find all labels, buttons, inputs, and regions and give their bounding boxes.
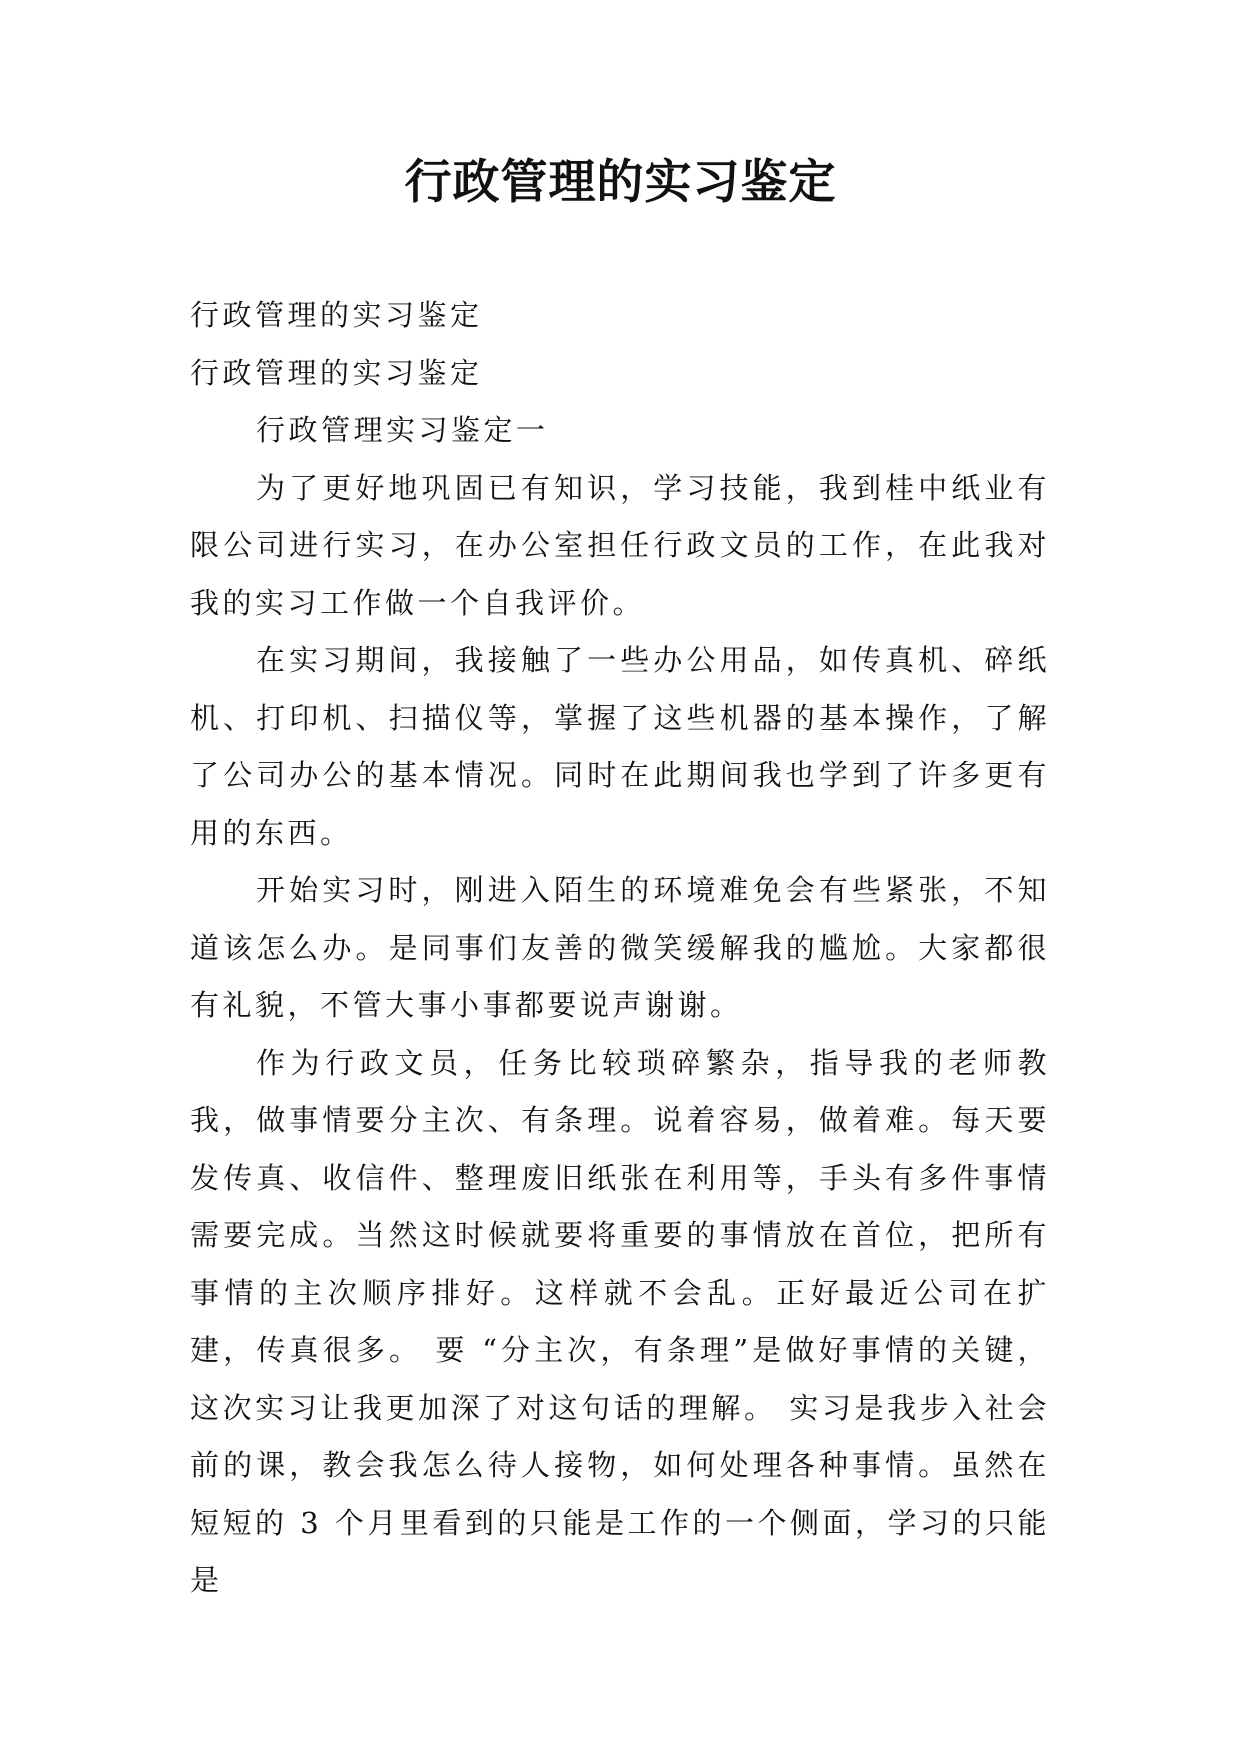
body-heading-2: 行政管理的实习鉴定 xyxy=(190,355,483,390)
paragraph-4: 作为行政文员，任务比较琐碎繁杂，指导我的老师教我，做事情要分主次、有条理。说着容易，做着难。每天要发传真、收信件、整理废旧纸张在利用等，手头有多件事情需要完成。当然这时候就要将重要的事情放在首位，把所有事情的主次顺序排好。这样就不会乱。正好最近公司在扩建，传真很多。 要 “分主次，有条理”是做好事情的关键，这次实习让我更加深了对这句话的理解。 实习是我步入社会前的课，教会我怎么待人接物，如何处理各种事情。虽然在短短的 3 个月里看到的只能是工作的一个侧面，学习的只能是 xyxy=(190,1045,1050,1597)
document-body xyxy=(190,287,1050,1610)
paragraph-1: 为了更好地巩固已有知识，学习技能，我到桂中纸业有限公司进行实习，在办公室担任行政文员的工作，在此我对我的实习工作做一个自我评价。 xyxy=(190,470,1050,620)
document-title: 行政管理的实习鉴定 xyxy=(404,155,837,210)
paragraph-3: 开始实习时，刚进入陌生的环境难免会有些紧张，不知道该怎么办。是同事们友善的微笑缓解我的尴尬。大家都很有礼貌，不管大事小事都要说声谢谢。 xyxy=(190,873,1050,1022)
body-heading-1: 行政管理的实习鉴定 xyxy=(190,298,483,332)
paragraph-2: 在实习期间，我接触了一些办公用品，如传真机、碎纸机、打印机、扫描仪等，掌握了这些机器的基本操作，了解了公司办公的基本情况。同时在此期间我也学到了许多更有用的东西。 xyxy=(190,643,1050,850)
section-title: 行政管理实习鉴定一 xyxy=(256,413,549,447)
